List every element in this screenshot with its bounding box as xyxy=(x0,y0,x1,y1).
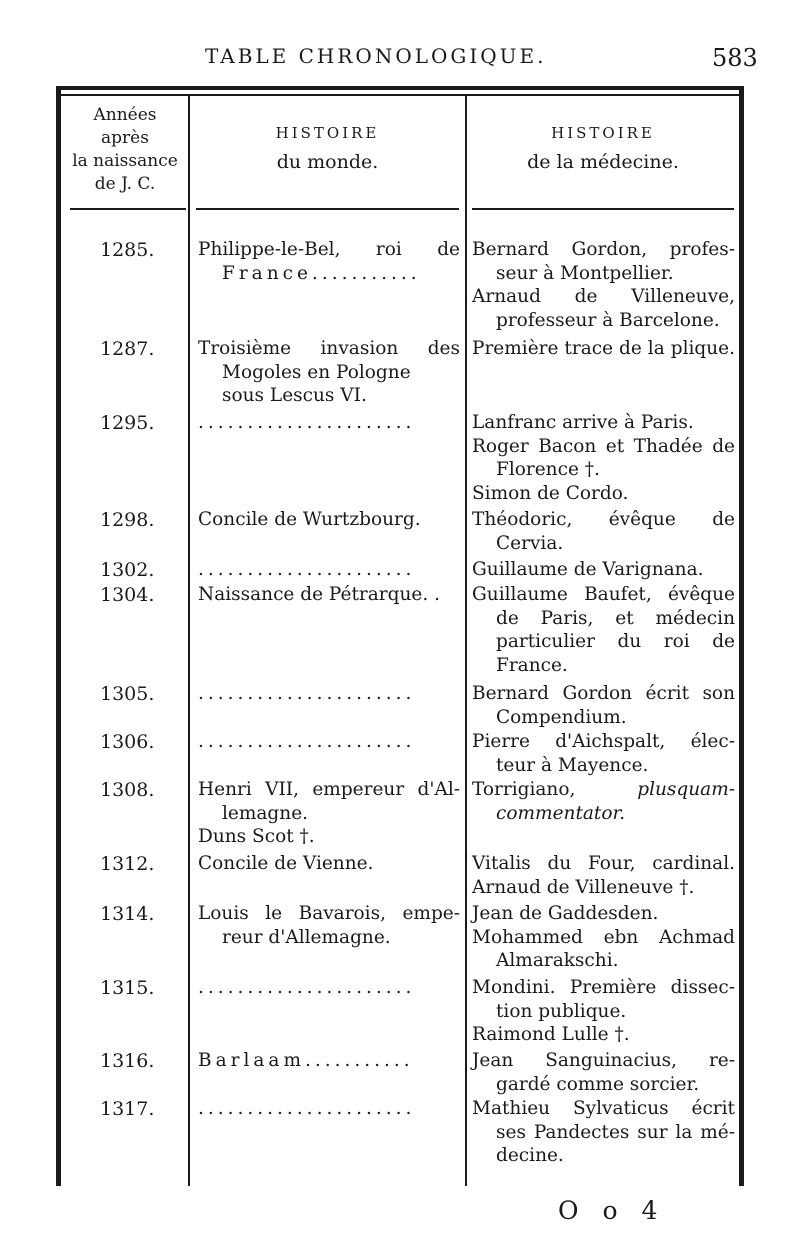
world-line: ...................... xyxy=(198,683,416,704)
medicine-line: Théodoric, évêque de xyxy=(472,509,735,530)
medicine-event xyxy=(472,411,735,505)
world-line: Henri VII, empereur d'Al- xyxy=(198,779,460,800)
row-year: 1285. xyxy=(100,239,155,261)
row-year: 1306. xyxy=(100,731,155,753)
header-rule xyxy=(70,208,186,210)
medicine-event xyxy=(472,1097,735,1168)
world-event xyxy=(198,337,460,408)
column-header-medicine xyxy=(467,122,739,174)
medicine-event xyxy=(472,976,735,1047)
medicine-line: Arnaud de Villeneuve, xyxy=(472,286,735,307)
medicine-line: Jean Sanguinacius, re- xyxy=(472,1050,735,1071)
world-line: Barlaam........... xyxy=(198,1050,414,1071)
row-year: 1315. xyxy=(100,977,155,999)
medicine-event xyxy=(472,1049,735,1096)
medicine-line: Jean de Gaddesden. xyxy=(472,903,659,924)
world-line: Louis le Bavarois, empe- xyxy=(198,903,460,924)
medicine-line: Pierre d'Aichspalt, élec- xyxy=(472,731,735,752)
table-top-rule xyxy=(56,94,744,96)
column-header-years xyxy=(62,104,188,196)
column-header-world xyxy=(190,122,465,174)
world-event xyxy=(198,976,460,1000)
header-world-caps: HISTOIRE xyxy=(275,124,380,142)
row-year: 1316. xyxy=(100,1050,155,1072)
medicine-line: Almarakschi. xyxy=(496,950,619,971)
world-line: ...................... xyxy=(198,731,416,752)
world-line: Mogoles en Pologne xyxy=(222,361,411,383)
medicine-line: commentator. xyxy=(496,802,626,824)
row-year: 1287. xyxy=(100,338,155,360)
world-event xyxy=(198,411,460,435)
world-event xyxy=(198,583,460,607)
medicine-line: Arnaud de Villeneuve †. xyxy=(472,876,695,898)
world-event xyxy=(198,682,460,706)
world-line: Concile de Vienne. xyxy=(198,853,374,874)
medicine-line: Roger Bacon et Thadée de xyxy=(472,435,735,457)
medicine-line: Cervia. xyxy=(496,532,564,554)
header-medicine-sub: de la médecine. xyxy=(527,151,679,173)
world-line: sous Lescus VI. xyxy=(222,385,367,406)
world-event xyxy=(198,558,460,582)
row-year: 1312. xyxy=(100,853,155,875)
medicine-line: particulier du roi de xyxy=(496,631,735,652)
medicine-line: Bernard Gordon écrit son xyxy=(472,683,735,704)
medicine-line: Guillaume de Varignana. xyxy=(472,559,704,580)
running-head xyxy=(0,40,800,80)
world-line: reur d'Allemagne. xyxy=(222,926,391,948)
medicine-event xyxy=(472,902,735,973)
medicine-line: Première trace de la plique. xyxy=(472,338,735,359)
world-line: ...................... xyxy=(198,559,416,580)
header-years-line: de J. C. xyxy=(94,174,156,194)
world-event xyxy=(198,238,460,285)
page-number: 583 xyxy=(712,44,758,72)
medicine-line: professeur à Barcelone. xyxy=(496,309,720,331)
world-line: Philippe-le-Bel, roi de xyxy=(198,239,460,260)
medicine-line: tion publique. xyxy=(496,1000,627,1022)
world-event xyxy=(198,778,460,849)
row-year: 1308. xyxy=(100,779,155,801)
world-line: lemagne. xyxy=(222,802,309,824)
header-world-sub: du monde. xyxy=(276,151,379,173)
medicine-line: Compendium. xyxy=(496,706,627,728)
world-line: Troisième invasion des xyxy=(198,338,460,359)
world-line: ...................... xyxy=(198,977,416,998)
medicine-line: Bernard Gordon, profes- xyxy=(472,239,735,260)
medicine-event xyxy=(472,583,735,677)
medicine-line: Vitalis du Four, cardinal. xyxy=(472,853,735,874)
header-years-line: après xyxy=(101,128,149,148)
medicine-event xyxy=(472,682,735,729)
row-year: 1304. xyxy=(100,584,155,606)
printer-signature: O o 4 xyxy=(558,1196,666,1225)
medicine-event xyxy=(472,337,735,361)
page-title: TABLE CHRONOLOGIQUE. xyxy=(205,44,547,68)
medicine-line: Simon de Cordo. xyxy=(472,482,629,504)
medicine-line: Lanfranc arrive à Paris. xyxy=(472,412,694,433)
world-event xyxy=(198,852,460,876)
world-event xyxy=(198,1049,460,1073)
medicine-event xyxy=(472,508,735,555)
header-medicine-caps: HISTOIRE xyxy=(551,124,655,142)
world-line: ...................... xyxy=(198,412,416,433)
world-line: ...................... xyxy=(198,1098,416,1119)
world-line: Concile de Wurtzbourg. xyxy=(198,509,421,530)
row-year: 1305. xyxy=(100,683,155,705)
world-line: France........... xyxy=(222,262,421,284)
column-divider-2 xyxy=(465,96,467,1186)
medicine-event xyxy=(472,778,735,825)
medicine-line: teur à Mayence. xyxy=(496,754,649,776)
medicine-event xyxy=(472,730,735,777)
row-year: 1302. xyxy=(100,559,155,581)
header-rule xyxy=(196,208,459,210)
medicine-line: Torrigiano, plusquam- xyxy=(472,779,735,800)
world-event xyxy=(198,508,460,532)
world-line: Duns Scot †. xyxy=(198,826,315,847)
medicine-line: Florence †. xyxy=(496,459,600,480)
world-event xyxy=(198,902,460,949)
medicine-line: Mathieu Sylvaticus écrit xyxy=(472,1098,735,1119)
medicine-event xyxy=(472,558,735,582)
medicine-line: decine. xyxy=(496,1145,564,1166)
medicine-line: ses Pandectes sur la mé- xyxy=(496,1121,735,1143)
row-year: 1314. xyxy=(100,903,155,925)
world-line: Naissance de Pétrarque. . xyxy=(198,584,440,605)
world-event xyxy=(198,730,460,754)
medicine-event xyxy=(472,238,735,332)
row-year: 1295. xyxy=(100,412,155,434)
medicine-line: Raimond Lulle †. xyxy=(472,1024,630,1045)
header-years-line: Années xyxy=(93,105,157,125)
world-event xyxy=(198,1097,460,1121)
medicine-line: Guillaume Baufet, évêque xyxy=(472,584,735,605)
header-rule xyxy=(472,208,734,210)
medicine-line: France. xyxy=(496,654,568,676)
medicine-line: Mondini. Première dissec- xyxy=(472,977,735,998)
medicine-line: gardé comme sorcier. xyxy=(496,1073,700,1095)
medicine-line: Mohammed ebn Achmad xyxy=(472,926,735,948)
medicine-line: seur à Montpellier. xyxy=(496,262,674,284)
header-years-line: la naissance xyxy=(72,151,178,171)
row-year: 1298. xyxy=(100,509,155,531)
row-year: 1317. xyxy=(100,1098,155,1120)
column-divider-1 xyxy=(188,96,190,1186)
medicine-event xyxy=(472,852,735,899)
medicine-line: de Paris, et médecin xyxy=(496,607,735,629)
